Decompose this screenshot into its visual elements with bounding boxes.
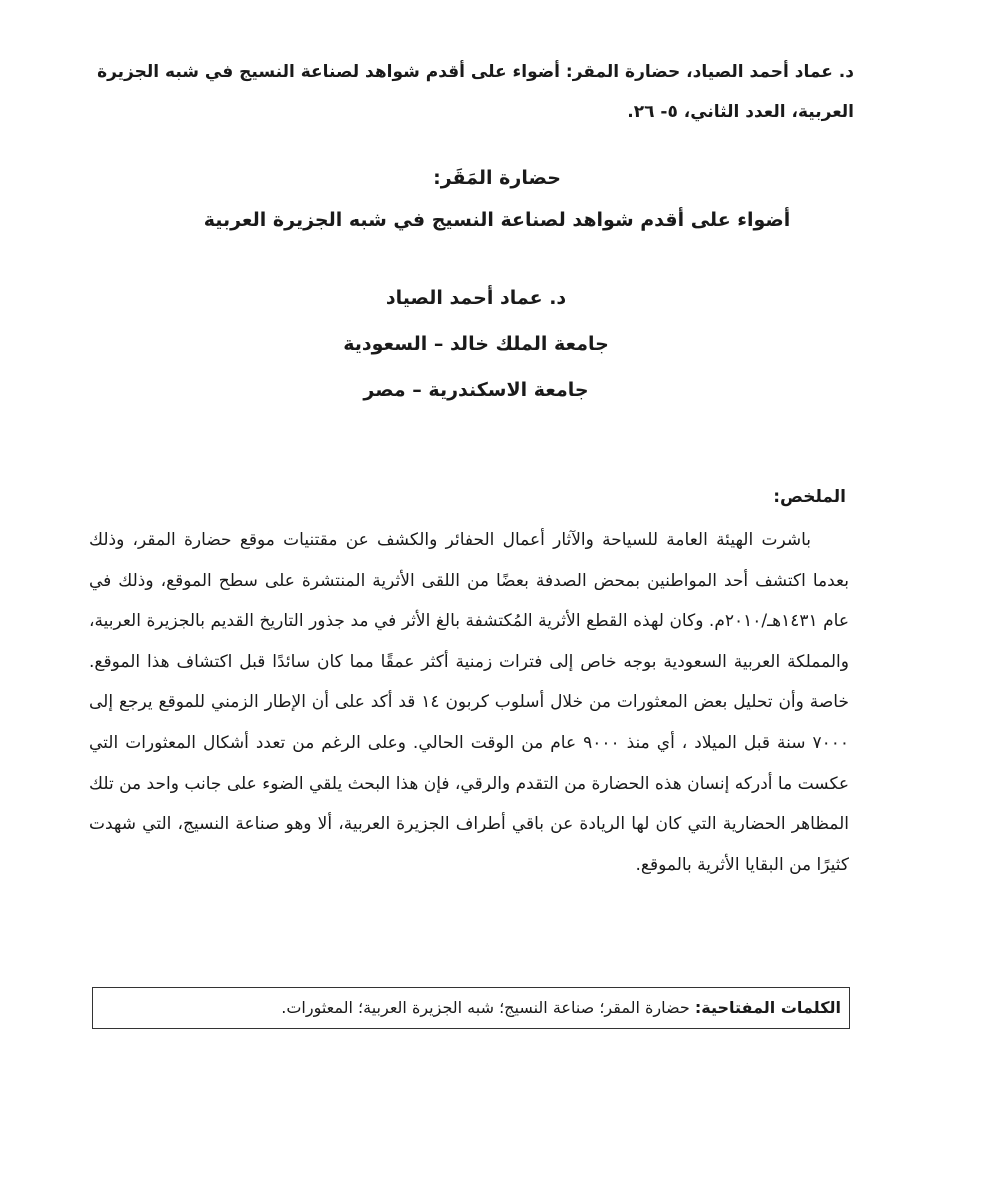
abstract-body [89,520,849,885]
keywords-label: الكلمات المفتاحية: [694,998,841,1017]
keywords-value: حضارة المقر؛ صناعة النسيج؛ شبه الجزيرة العربية؛ المعثورات. [281,998,690,1017]
article-title: حضارة المَقَر: [433,167,561,189]
author-affiliation-1: جامعة الملك خالد – السعودية [343,333,609,355]
author-affiliation-2: جامعة الاسكندرية – مصر [363,379,589,401]
article-subtitle: أضواء على أقدم شواهد لصناعة النسيج في شبه الجزيرة العربية [203,209,791,231]
citation-header: د. عماد أحمد الصياد، حضارة المقر: أضواء على أقدم شواهد لصناعة النسيج في شبه الجزيرة العربية، العدد الثاني، ٥- ٢٦. [97,62,854,122]
keywords-box [92,987,850,1029]
article-title-block [0,158,994,240]
abstract-text: باشرت الهيئة العامة للسياحة والآثار أعمال الحفائر والكشف عن مقتنيات موقع حضارة المقر، وذلك بعدما اكتشف أحد المواطنين بمحض الصدفة بعضًا من اللقى الأثرية المنتشرة على سطح الموقع، وذلك في عام ١٤٣١هـ/٢٠١٠م. وكان لهذه القطع الأثرية المُكتشفة بالغ الأثر في مد جذور التاريخ القديم بالجزيرة العربية، والمملكة العربية السعودية بوجه خاص إلى فترات زمنية أكثر عمقًا مما كان سائدًا قبل اكتشاف هذا الموقع. خاصة وأن تحليل بعض المعثورات من خلال أسلوب كربون ١٤ قد أكد على أن الإطار الزمني للموقع يرجع إلى ٧٠٠٠ سنة قبل الميلاد ، أي منذ ٩٠٠٠ عام من الوقت الحالي. وعلى الرغم من تعدد أشكال المعثورات التي عكست ما أدركه إنسان هذه الحضارة من التقدم والرقي، فإن هذا البحث يلقي الضوء على جانب واحد من تلك المظاهر الحضارية التي كان لها الريادة عن باقي أطراف الجزيرة العربية، ألا وهو صناعة النسيج، التي شهدت كثيرًا من البقايا الأثرية بالموقع. [89,530,849,875]
author-name: د. عماد أحمد الصياد [385,287,567,309]
abstract-heading: الملخص: [773,487,846,507]
author-block [0,275,952,413]
